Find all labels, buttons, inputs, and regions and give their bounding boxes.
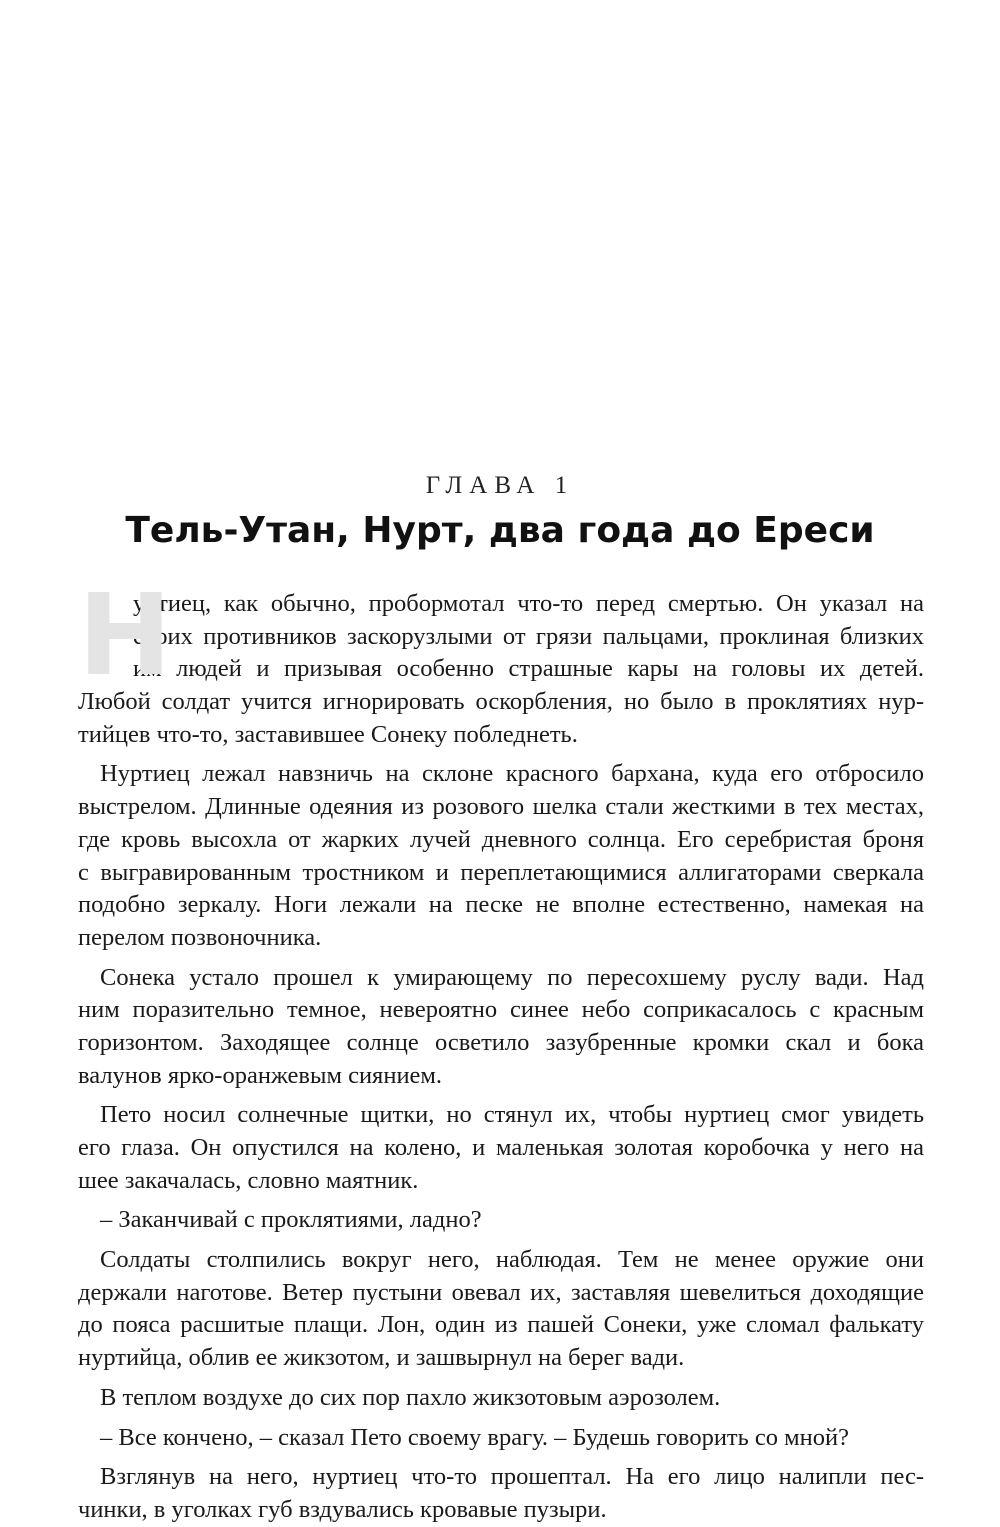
- paragraph-9: [78, 1461, 924, 1526]
- text-line: перелом позвоночника.: [78, 923, 322, 951]
- text-line: тийцев что-то, заставившее Сонеку побледнеть.: [78, 720, 578, 748]
- paragraph-3: [78, 962, 924, 1093]
- text-line: – Все кончено, – сказал Пето своему врагу. – Будешь говорить со мной?: [100, 1423, 850, 1451]
- text-line: подобно зеркалу. Ноги лежали на песке не вполне естественно, намекая на: [78, 891, 924, 919]
- text-line: шее закачалась, словно маятник.: [78, 1166, 419, 1194]
- text-line: ним поразительно темное, невероятно синее небо соприкасалось с красным: [78, 996, 924, 1024]
- paragraph-1: [78, 571, 924, 751]
- text-line: Сонека устало прошел к умирающему по пересохшему руслу вади. Над: [100, 963, 924, 991]
- chapter-label: ГЛАВА 1: [425, 472, 575, 499]
- text-line: где кровь высохла от жарких лучей дневного солнца. Его серебристая броня: [78, 825, 924, 853]
- paragraph-6: [78, 1244, 924, 1375]
- text-line: Солдаты столпились вокруг него, наблюдая. Тем не менее оружие они: [100, 1246, 924, 1274]
- text-line: – Заканчивай с проклятиями, ладно?: [100, 1206, 482, 1234]
- text-line: уртиец, как обычно, пробормотал что-то перед смертью. Он указал на: [133, 590, 924, 617]
- paragraph-5: [78, 1204, 924, 1237]
- drop-cap: Н: [78, 571, 172, 701]
- text-line: его глаза. Он опустился на колено, и маленькая золотая коробочка у него на: [78, 1134, 924, 1161]
- text-line: валунов ярко-оранжевым сиянием.: [78, 1061, 443, 1089]
- text-line: Взглянув на него, нуртиец что-то прошептал. На его лицо налипли пес-: [100, 1463, 924, 1491]
- text-line: Пето носил солнечные щитки, но стянул их, чтобы нуртиец смог увидеть: [100, 1101, 924, 1129]
- chapter-body: [78, 571, 924, 1527]
- paragraph-7: [78, 1382, 924, 1415]
- text-line: В теплом воздухе до сих пор пахло жикзотовым аэрозолем.: [100, 1383, 721, 1411]
- text-line: своих противников заскорузлыми от грязи пальцами, проклиная близких: [133, 622, 924, 650]
- paragraph-2: [78, 758, 924, 954]
- text-line: нуртийца, облив ее жикзотом, и зашвырнул на берег вади.: [78, 1344, 685, 1372]
- text-line: Нуртиец лежал навзничь на склоне красного бархана, куда его отбросило: [100, 760, 924, 788]
- paragraph-4: [78, 1099, 924, 1197]
- text-line: с выгравированным тростником и переплетающимися аллигаторами сверкала: [78, 858, 924, 886]
- paragraph-8: [78, 1422, 924, 1455]
- text-line: горизонтом. Заходящее солнце осветило зазубренные кромки скал и бока: [78, 1028, 924, 1056]
- text-line: выстрелом. Длинные одеяния из розового шелка стали жесткими в тех местах,: [78, 793, 924, 821]
- chapter-title: Тель-Утан, Нурт, два года до Ереси: [125, 510, 875, 551]
- text-line: до пояса расшитые плащи. Лон, один из пашей Сонеки, уже сломал фалькату: [78, 1311, 924, 1339]
- text-line: им людей и призывая особенно страшные кары на головы их детей.: [133, 655, 924, 683]
- text-line: держали наготове. Ветер пустыни овевал их, заставляя шевелиться доходящие: [78, 1278, 924, 1306]
- text-line: Любой солдат учится игнорировать оскорбления, но было в проклятиях нур-: [78, 688, 924, 716]
- text-line: чинки, в уголках губ вздувались кровавые пузыри.: [78, 1495, 607, 1523]
